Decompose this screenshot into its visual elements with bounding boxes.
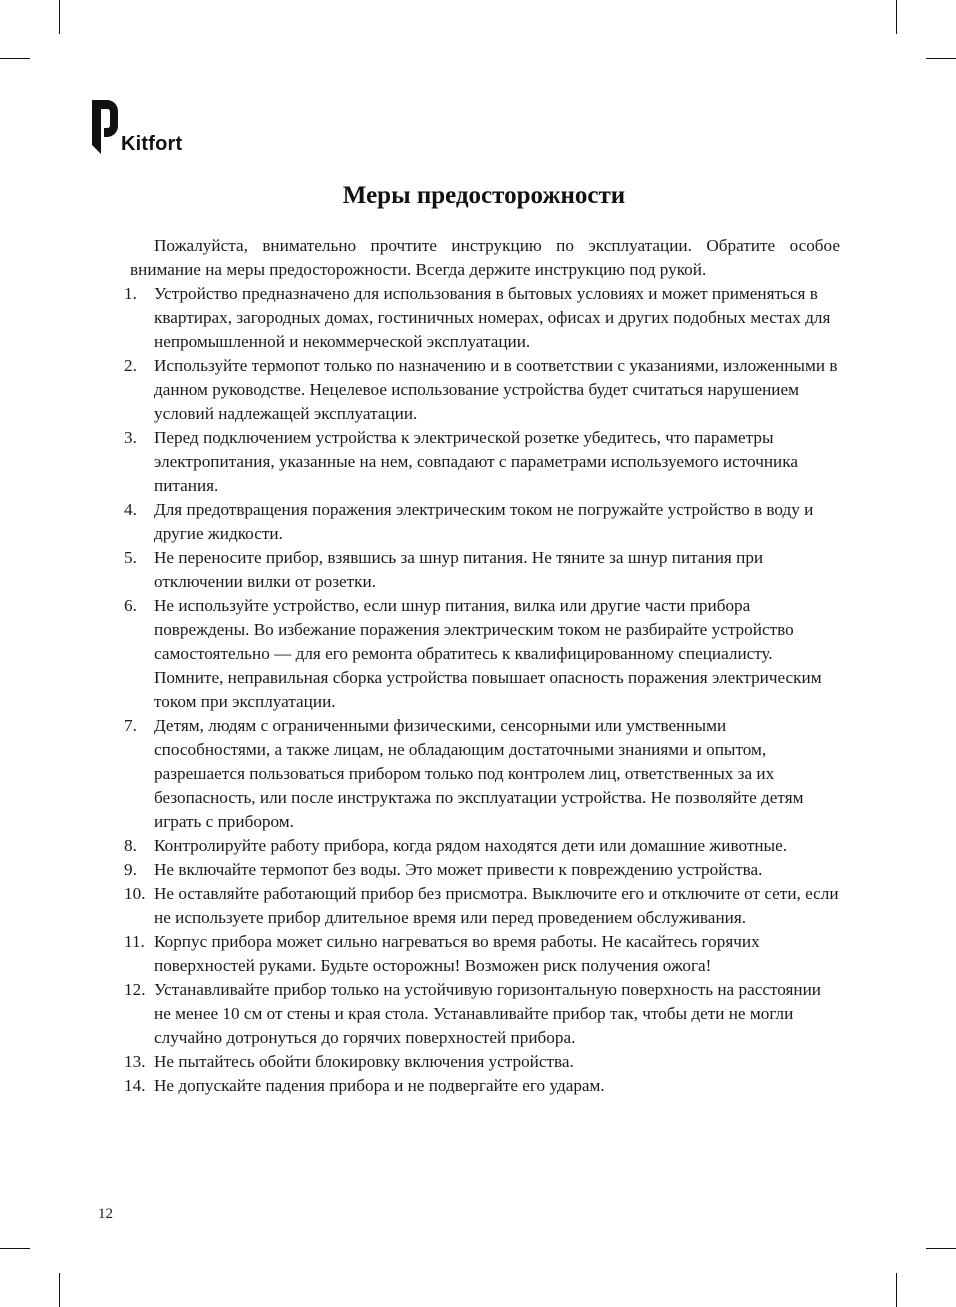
list-item: [124, 858, 840, 882]
document-body: [124, 234, 840, 1098]
list-item-text: Устройство предназначено для использования в бытовых условиях и может применяться в квартирах, загородных домах, гостиничных номерах, офисах и других подобных местах для непромышленной и некоммерческой эксплуатации.: [154, 284, 831, 351]
crop-mark-top-right-h: [926, 58, 956, 59]
list-item-number: 8.: [124, 836, 137, 855]
list-item-number: 6.: [124, 596, 137, 615]
list-item-number: 5.: [124, 548, 137, 567]
list-item-number: 4.: [124, 500, 137, 519]
list-item: [124, 882, 840, 930]
list-item: [124, 834, 840, 858]
page-title: Меры предосторожности: [342, 182, 626, 209]
list-item-number: 3.: [124, 428, 137, 447]
crop-mark-top-right: [896, 0, 897, 34]
kitfort-logo-icon: [92, 100, 118, 154]
list-item-text: Не переносите прибор, взявшись за шнур питания. Не тяните за шнур питания при отключении вилки от розетки.: [154, 548, 764, 591]
list-item: [124, 282, 840, 354]
list-item-text: Устанавливайте прибор только на устойчивую горизонтальную поверхность на расстоянии не менее 10 см от стены и края стола. Устанавливайте прибор так, чтобы дети не могли случайно дотронуться до горячих поверхностей прибора.: [154, 980, 822, 1047]
list-item: [124, 1050, 840, 1074]
precautions-list: [124, 282, 840, 1098]
list-item: [124, 714, 840, 834]
list-item-number: 13.: [124, 1052, 146, 1071]
list-item-text: Используйте термопот только по назначению и в соответствии с указаниями, изложенными в данном руководстве. Нецелевое использование устройства будет считаться нарушением условий надлежащей эксплуатации.: [154, 356, 838, 423]
list-item: [124, 426, 840, 498]
list-item: [124, 546, 840, 594]
list-item-number: 12.: [124, 980, 146, 999]
list-item-text: Не включайте термопот без воды. Это может привести к повреждению устройства.: [154, 860, 763, 879]
list-item-number: 10.: [124, 884, 146, 903]
list-item: [124, 498, 840, 546]
list-item: [124, 354, 840, 426]
list-item-text: Корпус прибора может сильно нагреваться во время работы. Не касайтесь горячих поверхностей руками. Будьте осторожны! Возможен риск получения ожога!: [154, 932, 760, 975]
brand-name: Kitfort: [121, 133, 183, 155]
list-item: [124, 1074, 840, 1098]
crop-mark-bottom-left-h: [0, 1248, 30, 1249]
crop-mark-top-left-h: [0, 58, 30, 59]
crop-mark-top-left: [59, 0, 60, 34]
brand-logo: [92, 100, 182, 154]
list-item-number: 9.: [124, 860, 137, 879]
list-item-number: 2.: [124, 356, 137, 375]
list-item-number: 14.: [124, 1076, 146, 1095]
crop-mark-bottom-left: [59, 1273, 60, 1307]
list-item-text: Контролируйте работу прибора, когда рядом находятся дети или домашние животные.: [154, 836, 788, 855]
list-item: [124, 978, 840, 1050]
intro-paragraph: Пожалуйста, внимательно прочтите инструкцию по эксплуатации. Обратите особое внимание на меры предосторожности. Всегда держите инструкцию под рукой.: [130, 236, 840, 279]
list-item-number: 1.: [124, 284, 137, 303]
list-item-text: Не пытайтесь обойти блокировку включения устройства.: [154, 1052, 574, 1071]
list-item-text: Перед подключением устройства к электрической розетке убедитесь, что параметры электропитания, указанные на нем, совпадают с параметрами используемого источника питания.: [154, 428, 798, 495]
list-item-text: Для предотвращения поражения электрическим током не погружайте устройство в воду и другие жидкости.: [154, 500, 814, 543]
list-item: [124, 930, 840, 978]
crop-mark-bottom-right: [896, 1273, 897, 1307]
list-item: [124, 594, 840, 714]
list-item-number: 7.: [124, 716, 137, 735]
list-item-number: 11.: [124, 932, 145, 951]
crop-mark-bottom-right-h: [926, 1248, 956, 1249]
list-item-text: Не допускайте падения прибора и не подвергайте его ударам.: [154, 1076, 605, 1095]
list-item-text: Детям, людям с ограниченными физическими, сенсорными или умственными способностями, а также лицам, не обладающим достаточными знаниями и опытом, разрешается пользоваться прибором только под контролем лиц, ответственных за их безопасность, или после инструктажа по эксплуатации устройства. Не позволяйте детям играть с прибором.: [154, 716, 804, 831]
page-number: 12: [98, 1206, 113, 1222]
list-item-text: Не используйте устройство, если шнур питания, вилка или другие части прибора повреждены. Во избежание поражения электрическим током не разбирайте устройство самостоятельно — для его ремонта обратитесь к квалифицированному специалисту. Помните, неправильная сборка устройства повышает опасность поражения электрическим током при эксплуатации.: [154, 596, 822, 711]
list-item-text: Не оставляйте работающий прибор без присмотра. Выключите его и отключите от сети, если не используете прибор длительное время или перед проведением обслуживания.: [154, 884, 839, 927]
